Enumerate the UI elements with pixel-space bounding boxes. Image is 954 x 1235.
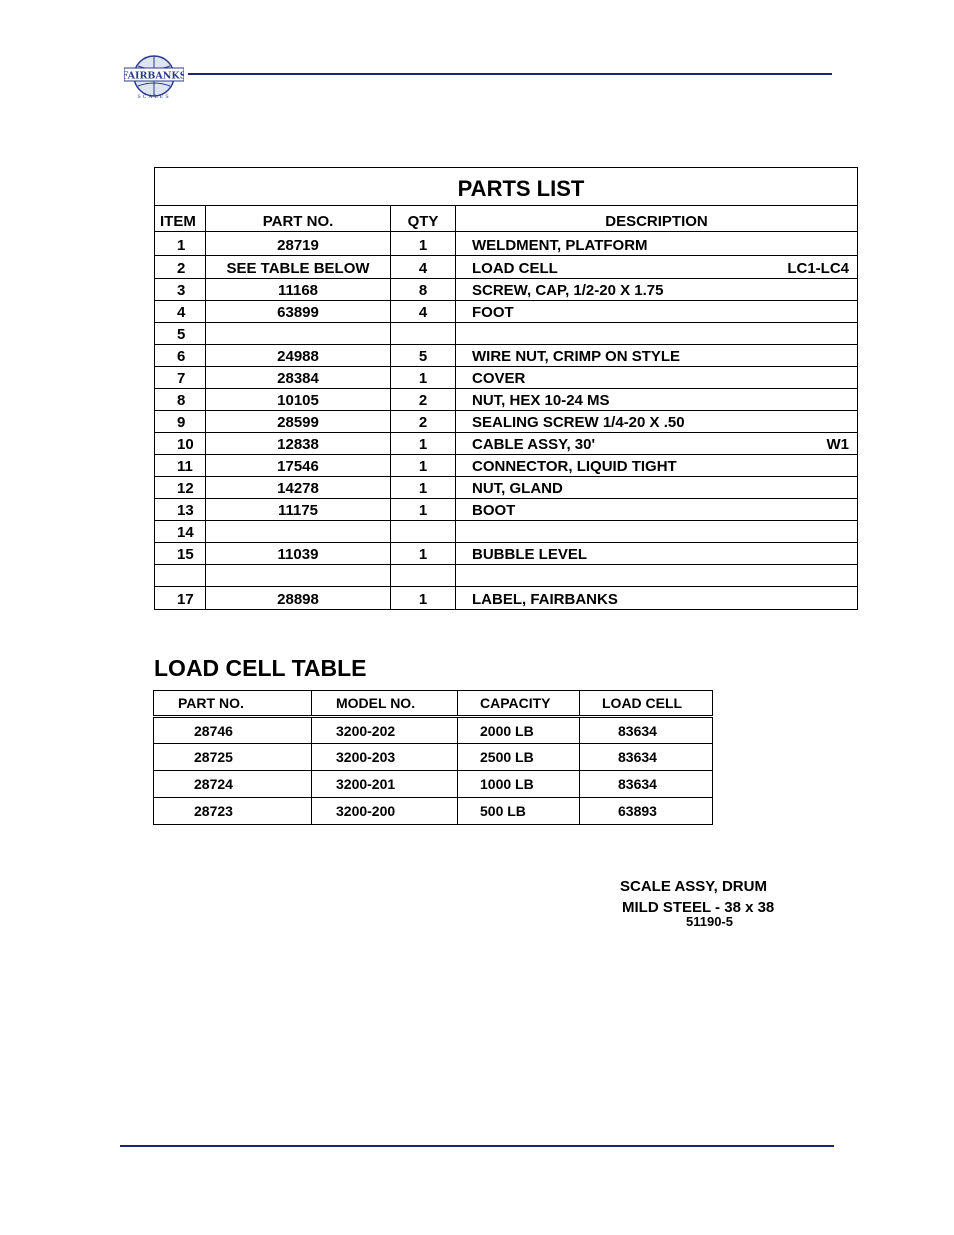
col-header-item: ITEM — [155, 206, 206, 231]
load-cell-row — [154, 744, 713, 771]
part-number: 11168 — [206, 279, 391, 300]
item-number: 2 — [155, 256, 206, 278]
part-number: 12838 — [206, 433, 391, 454]
item-number: 9 — [155, 411, 206, 432]
item-number: 3 — [155, 279, 206, 300]
description: SEALING SCREW 1/4-20 X .50 — [472, 414, 685, 431]
parts-list-row — [155, 301, 857, 323]
description-text: LOAD CELL — [472, 260, 558, 277]
quantity: 1 — [391, 543, 456, 564]
capacity: 1000 LB — [458, 771, 580, 798]
part-number: 28898 — [206, 587, 391, 609]
description: WIRE NUT, CRIMP ON STYLE — [472, 348, 681, 365]
quantity: 1 — [391, 433, 456, 454]
reference-note: LC1-LC4 — [787, 260, 849, 277]
item-number: 14 — [155, 521, 206, 542]
quantity: 1 — [391, 587, 456, 609]
quantity — [391, 565, 456, 586]
description: WELDMENT, PLATFORM — [472, 237, 648, 254]
quantity — [391, 521, 456, 542]
item-number: 5 — [155, 323, 206, 344]
parts-list-title: PARTS LIST — [155, 168, 857, 206]
description — [456, 521, 857, 542]
load-cell-number: 63893 — [580, 798, 713, 825]
description: BOOT — [472, 502, 516, 519]
part-number: 28724 — [154, 771, 312, 798]
description — [456, 323, 857, 344]
quantity: 4 — [391, 301, 456, 322]
parts-list-table — [154, 167, 858, 610]
quantity — [391, 323, 456, 344]
col-header-part-no: PART NO. — [206, 206, 391, 231]
parts-list-header-row — [155, 206, 857, 232]
item-number: 13 — [155, 499, 206, 520]
item-number: 1 — [155, 232, 206, 255]
item-number: 15 — [155, 543, 206, 564]
part-number: SEE TABLE BELOW — [206, 256, 391, 278]
load-cell-number: 83634 — [580, 744, 713, 771]
drawing-number: 51190-5 — [686, 914, 733, 929]
part-number — [206, 565, 391, 586]
model-number: 3200-200 — [312, 798, 458, 825]
parts-list-row — [155, 565, 857, 587]
description: SCREW, CAP, 1/2-20 X 1.75 — [472, 282, 664, 299]
load-cell-header-row — [154, 691, 713, 717]
col-header-part-no: PART NO. — [154, 691, 312, 717]
quantity: 5 — [391, 345, 456, 366]
part-number: 11175 — [206, 499, 391, 520]
load-cell-number: 83634 — [580, 717, 713, 744]
item-number: 7 — [155, 367, 206, 388]
quantity: 1 — [391, 232, 456, 255]
item-number: 6 — [155, 345, 206, 366]
item-number: 12 — [155, 477, 206, 498]
parts-list-row — [155, 587, 857, 609]
quantity: 4 — [391, 256, 456, 278]
part-number: 10105 — [206, 389, 391, 410]
model-number: 3200-203 — [312, 744, 458, 771]
reference-note: W1 — [826, 436, 849, 453]
item-number: 4 — [155, 301, 206, 322]
part-number: 17546 — [206, 455, 391, 476]
part-number: 11039 — [206, 543, 391, 564]
part-number: 28746 — [154, 717, 312, 744]
load-cell-row — [154, 798, 713, 825]
parts-list-row — [155, 345, 857, 367]
load-cell-number: 83634 — [580, 771, 713, 798]
parts-list-row — [155, 323, 857, 345]
part-number: 24988 — [206, 345, 391, 366]
parts-list-row — [155, 521, 857, 543]
capacity: 2000 LB — [458, 717, 580, 744]
item-number: 11 — [155, 455, 206, 476]
part-number: 63899 — [206, 301, 391, 322]
col-header-description: DESCRIPTION — [605, 213, 708, 230]
quantity: 1 — [391, 499, 456, 520]
footer-rule — [120, 1145, 834, 1147]
load-cell-row — [154, 771, 713, 798]
drawing-caption-title: SCALE ASSY, DRUM — [620, 878, 767, 895]
item-number: 8 — [155, 389, 206, 410]
parts-list-row — [155, 433, 857, 455]
load-cell-table-title: LOAD CELL TABLE — [154, 655, 367, 681]
part-number: 28725 — [154, 744, 312, 771]
part-number — [206, 323, 391, 344]
parts-list-row — [155, 256, 857, 279]
parts-list-row — [155, 477, 857, 499]
description: NUT, GLAND — [472, 480, 563, 497]
part-number: 14278 — [206, 477, 391, 498]
drawing-caption-material: MILD STEEL - 38 x 38 — [622, 899, 775, 916]
description: LABEL, FAIRBANKS — [472, 591, 618, 608]
item-number: 17 — [155, 587, 206, 609]
description: COVER — [472, 370, 526, 387]
parts-list-row — [155, 543, 857, 565]
item-number: 10 — [155, 433, 206, 454]
capacity: 500 LB — [458, 798, 580, 825]
header-rule — [188, 73, 832, 75]
item-number — [155, 565, 206, 586]
quantity: 1 — [391, 367, 456, 388]
parts-list-row — [155, 367, 857, 389]
description-text: CABLE ASSY, 30' — [472, 436, 596, 453]
quantity: 1 — [391, 477, 456, 498]
quantity: 1 — [391, 455, 456, 476]
part-number: 28719 — [206, 232, 391, 255]
col-header-qty: QTY — [391, 206, 456, 231]
description: FOOT — [472, 304, 514, 321]
col-header-capacity: CAPACITY — [458, 691, 580, 717]
model-number: 3200-201 — [312, 771, 458, 798]
col-header-model-no: MODEL NO. — [312, 691, 458, 717]
parts-list-row — [155, 232, 857, 256]
svg-text:SCALES: SCALES — [137, 94, 171, 100]
load-cell-table — [153, 690, 713, 825]
description — [456, 256, 857, 278]
description: CONNECTOR, LIQUID TIGHT — [472, 458, 677, 475]
fairbanks-logo — [124, 52, 184, 100]
load-cell-row — [154, 717, 713, 744]
part-number: 28723 — [154, 798, 312, 825]
part-number: 28599 — [206, 411, 391, 432]
description: BUBBLE LEVEL — [472, 546, 588, 563]
description — [456, 433, 857, 454]
parts-list-row — [155, 499, 857, 521]
capacity: 2500 LB — [458, 744, 580, 771]
description — [456, 565, 857, 586]
quantity: 8 — [391, 279, 456, 300]
parts-list-row — [155, 455, 857, 477]
description: NUT, HEX 10-24 MS — [472, 392, 610, 409]
part-number: 28384 — [206, 367, 391, 388]
parts-list-row — [155, 389, 857, 411]
parts-list-row — [155, 411, 857, 433]
svg-text:FAIRBANKS: FAIRBANKS — [124, 70, 184, 82]
parts-list-row — [155, 279, 857, 301]
quantity: 2 — [391, 411, 456, 432]
col-header-load-cell: LOAD CELL — [580, 691, 713, 717]
model-number: 3200-202 — [312, 717, 458, 744]
quantity: 2 — [391, 389, 456, 410]
part-number — [206, 521, 391, 542]
